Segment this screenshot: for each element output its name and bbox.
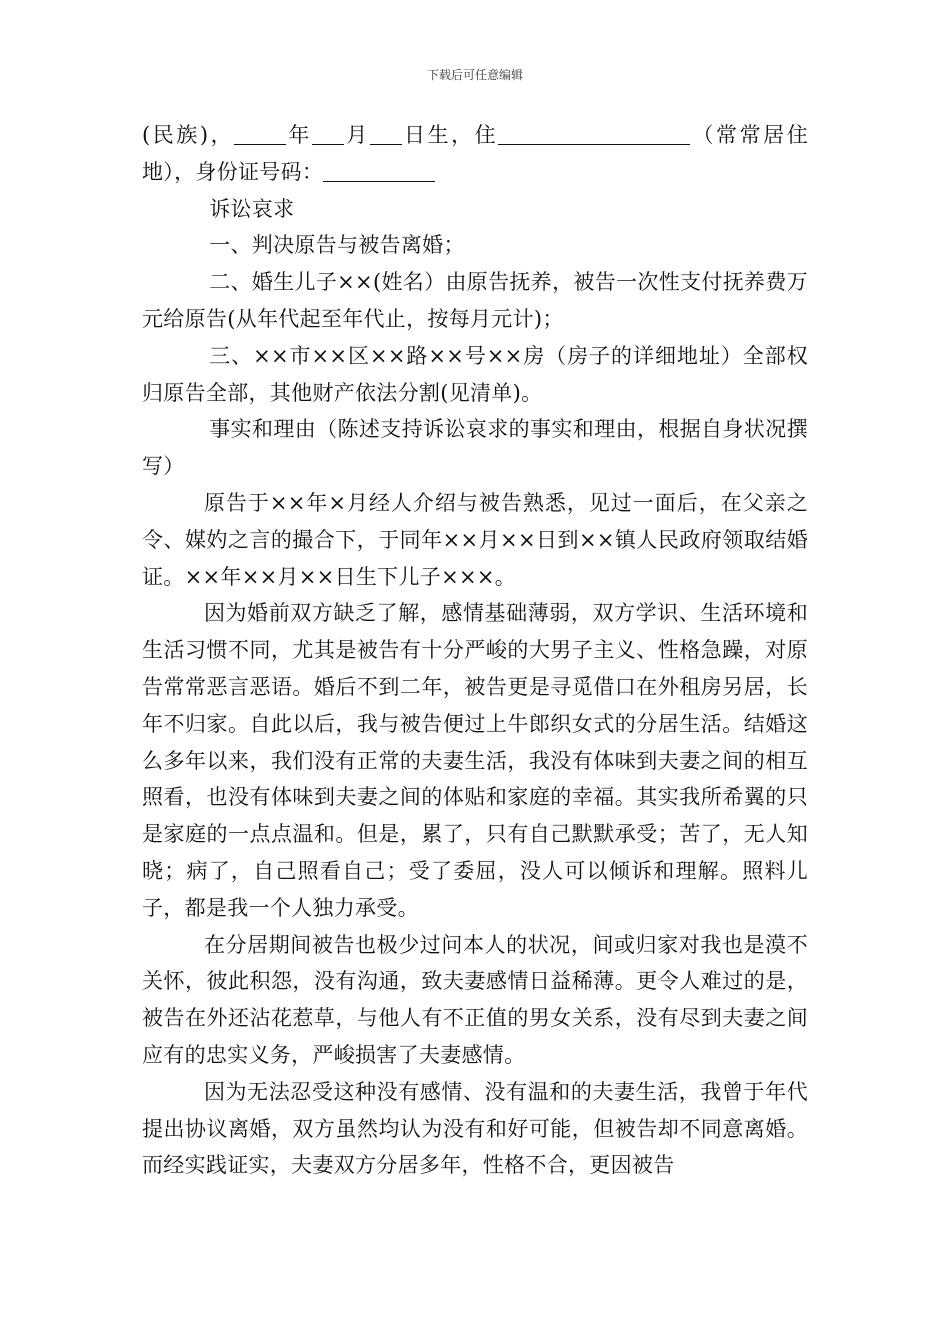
- body-paragraph: 原告于××年×月经人介绍与被告熟悉，见过一面后，在父亲之令、媒妁之言的撮合下，于同年××月××日到××镇人民政府领取结婚证。××年××月××日生下儿子×××。: [142, 490, 808, 589]
- body-paragraph: 因为婚前双方缺乏了解，感情基础薄弱，双方学识、生活环境和生活习惯不同，尤其是被告有十分严峻的大男子主义、性格急躁，对原告常常恶言恶语。婚后不到二年，被告更是寻觅借口在外租房另居，长年不归家。自此以后，我与被告便过上牛郎织女式的分居生活。结婚这么多年以来，我们没有正常的夫妻生活，我没有体味到夫妻之间的相互照看，也没有体味到夫妻之间的体贴和家庭的幸福。其实我所希翼的只是家庭的一点点温和。但是，累了，只有自己默默承受；苦了，无人知晓；病了，自己照看自己；受了委屈，没人可以倾诉和理解。照料儿子，都是我一个人独力承受。: [142, 601, 808, 920]
- birth-month-blank: [312, 123, 344, 145]
- day-unit: 日生，住: [401, 123, 499, 147]
- residence-note: （常常居住地），身份证号码：: [142, 123, 809, 184]
- body-paragraph: 在分居期间被告也极少过问本人的状况，间或归家对我也是漠不关怀，彼此积怨，没有沟通，致夫妻感情日益稀薄。更令人难过的是，被告在外还沾花惹草，与他人有不正值的男女关系，没有尽到夫妻之间应有的忠实义务，严峻损害了夫妻感情。: [142, 932, 808, 1067]
- address-blank: [498, 123, 690, 145]
- body-paragraph: 因为无法忍受这种没有感情、没有温和的夫妻生活，我曾于年代提出协议离婚，双方虽然均认为没有和好可能，但被告却不同意离婚。而经实践证实，夫妻双方分居多年，性格不合，更因被告: [142, 1079, 808, 1178]
- birth-day-blank: [370, 123, 402, 145]
- id-number-blank: [323, 160, 435, 182]
- claims-heading: 诉讼哀求: [209, 196, 295, 221]
- ethnicity-label: (民族)，: [142, 123, 235, 147]
- year-unit: 年: [286, 123, 312, 147]
- birth-year-blank: [234, 123, 286, 145]
- header-note: 下载后可任意编辑: [426, 68, 523, 82]
- month-unit: 月: [343, 123, 370, 147]
- identity-line: [142, 117, 808, 191]
- claim-item-3: 三、××市××区××路××号××房（房子的详细地址）全部权归原告全部，其他财产依法分割(见清单)。: [142, 343, 808, 405]
- facts-heading: 事实和理由（陈述支持诉讼哀求的事实和理由，根据自身状况撰写）: [142, 417, 808, 479]
- document-body: [142, 117, 808, 1184]
- claim-item-2: 二、婚生儿子××(姓名）由原告抚养，被告一次性支付抚养费万元给原告(从年代起至年代止，按每月元计)；: [142, 270, 808, 331]
- claim-item-1: 一、判决原告与被告离婚；: [209, 233, 465, 258]
